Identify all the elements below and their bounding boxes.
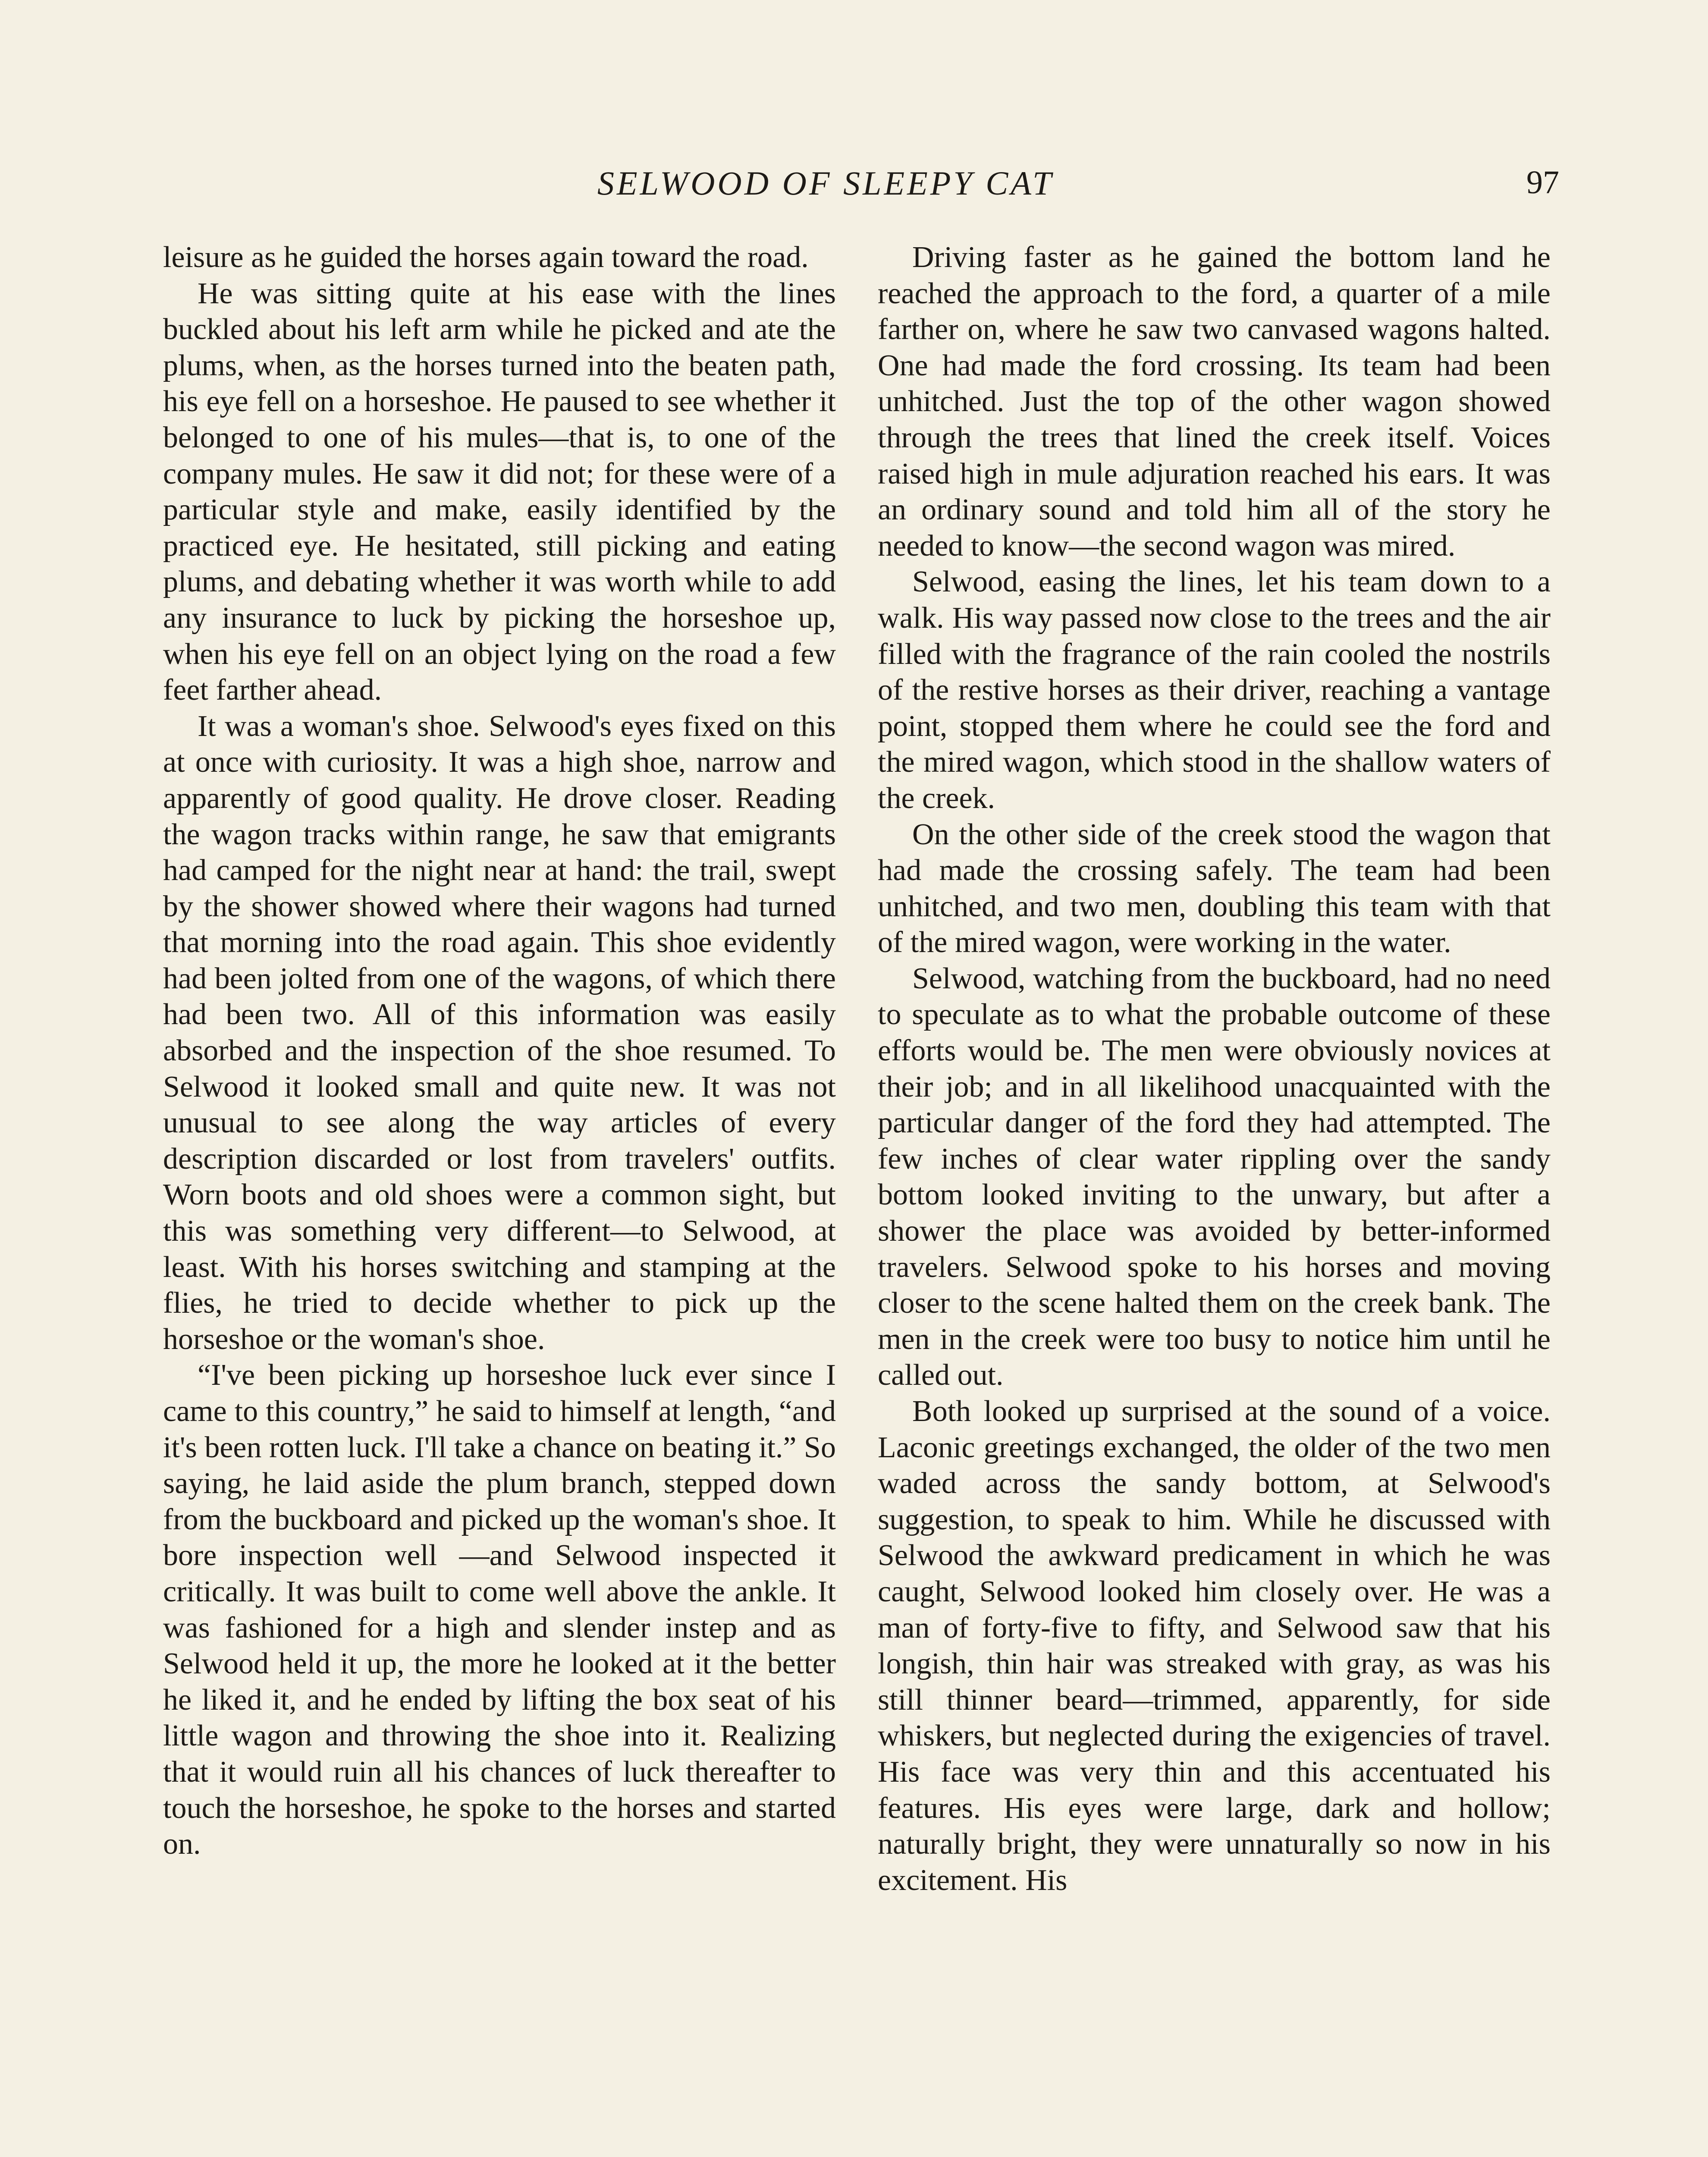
paragraph: Both looked up surprised at the sound of a voice. Laconic greetings exchanged, the older of the two men waded across the sandy bottom, at Selwood's suggestion, to speak to him. While he discussed with Selwood the awkward predicament in which he was caught, Selwood looked him closely over. He was a man of forty-five to fifty, and Selwood saw that his longish, thin hair was streaked with gray, as was his still thinner beard—trimmed, apparently, for side whiskers, but neglected during the exigencies of travel. His face was very thin and this accentuated his features. His eyes were large, dark and hollow; naturally bright, they were unnaturally so now in his excitement. His	[878, 1395, 1551, 1897]
paragraph: On the other side of the creek stood the wagon that had made the crossing safely. The team had been unhitched, and two men, doubling this team with that of the mired wagon, were working in the water.	[878, 818, 1551, 959]
paragraph: leisure as he guided the horses again toward the road.	[163, 241, 809, 274]
paragraph: He was sitting quite at his ease with the lines buckled about his left arm while he picked and ate the plums, when, as the horses turned into the beaten path, his eye fell on a horseshoe. He paused to see whether it belonged to one of his mules—that is, to one of the company mules. He saw it did not; for these were of a particular style and make, easily identified by the practiced eye. He hesitated, still picking and eating plums, and debating whether it was worth while to add any insurance to luck by picking the horseshoe up, when his eye fell on an object lying on the road a few feet farther ahead.	[163, 277, 836, 707]
running-head	[0, 164, 1708, 211]
paragraph: “I've been picking up horseshoe luck ever since I came to this country,” he said to himself at length, “and it's been rotten luck. I'll take a chance on beating it.” So saying, he laid aside the plum branch, stepped down from the buckboard and picked up the woman's shoe. It bore inspection well —and Selwood inspected it critically. It was built to come well above the ankle. It was fashioned for a high and slender instep and as Selwood held it up, the more he looked at it the better he liked it, and he ended by lifting the box seat of his little wagon and throwing the shoe into it. Realizing that it would ruin all his chances of luck thereafter to touch the horseshoe, he spoke to the horses and started on.	[163, 1358, 836, 1861]
paragraph: It was a woman's shoe. Selwood's eyes fixed on this at once with curiosity. It was a high shoe, narrow and apparently of good quality. He drove closer. Reading the wagon tracks within range, he saw that emigrants had camped for the night near at hand: the trail, swept by the shower showed where their wagons had turned that morning into the road again. This shoe evidently had been jolted from one of the wagons, of which there had been two. All of this information was easily absorbed and the inspection of the shoe resumed. To Selwood it looked small and quite new. It was not unusual to see along the way articles of every description discarded or lost from travelers' outfits. Worn boots and old shoes were a common sight, but this was something very different—to Selwood, at least. With his horses switching and stamping at the flies, he tried to decide whether to pick up the horseshoe or the woman's shoe.	[163, 709, 836, 1356]
right-column	[878, 239, 1551, 1898]
left-column	[163, 239, 836, 1862]
paragraph: Driving faster as he gained the bottom land he reached the approach to the ford, a quarter of a mile farther on, where he saw two canvased wagons halted. One had made the ford crossing. Its team had been unhitched. Just the top of the other wagon showed through the trees that lined the creek itself. Voices raised high in mule adjuration reached his ears. It was an ordinary sound and told him all of the story he needed to know—the second wagon was mired.	[878, 241, 1551, 563]
page-number: 97	[1526, 164, 1559, 201]
running-title: SELWOOD OF SLEEPY CAT	[597, 164, 1054, 202]
paragraph: Selwood, easing the lines, let his team down to a walk. His way passed now close to the trees and the air filled with the fragrance of the rain cooled the nostrils of the restive horses as their driver, reaching a vantage point, stopped them where he could see the ford and the mired wagon, which stood in the shallow waters of the creek.	[878, 565, 1551, 815]
paragraph: Selwood, watching from the buckboard, had no need to speculate as to what the probable outcome of these efforts would be. The men were obviously novices at their job; and in all likelihood unacquainted with the particular danger of the ford they had attempted. The few inches of clear water rippling over the sandy bottom looked inviting to the unwary, but after a shower the place was avoided by better-informed travelers. Selwood spoke to his horses and moving closer to the scene halted them on the creek bank. The men in the creek were too busy to notice him until he called out.	[878, 962, 1551, 1392]
